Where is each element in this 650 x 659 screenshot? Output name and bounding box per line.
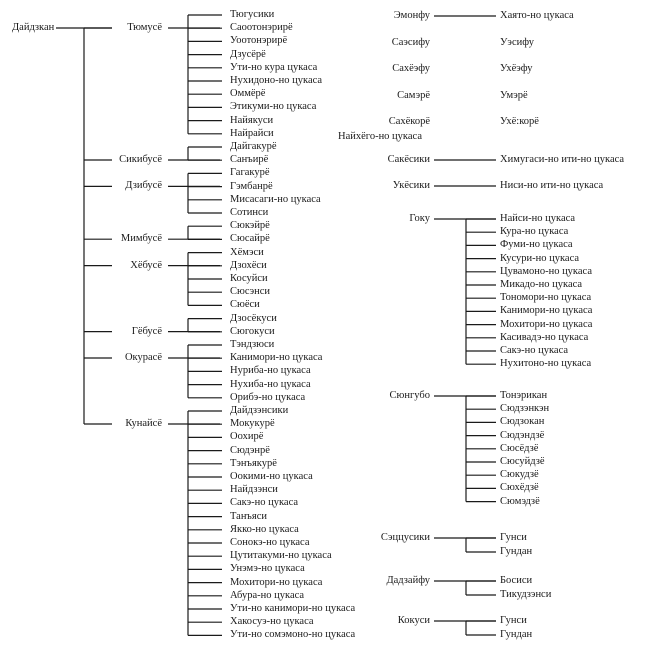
office-node: Укёсики xyxy=(392,180,430,191)
child-node: Ути-но кура цукаса xyxy=(230,61,318,73)
child-node: Босиси xyxy=(500,575,533,586)
child-node: Оммёрё xyxy=(230,88,266,100)
child-node: Кусури-но цукаса xyxy=(500,252,580,264)
child-node: Гэмбанрё xyxy=(230,180,273,192)
child-node: Оохирё xyxy=(230,431,264,443)
child-node: Найдзэнси xyxy=(230,484,278,496)
child-node: Хакосуэ-но цукаса xyxy=(230,616,314,628)
office-node: Сахёкорё xyxy=(388,116,430,127)
child-node: Этикуми-но цукаса xyxy=(230,101,317,113)
child-node: Найси-но цукаса xyxy=(500,213,576,224)
child-node: Мохитори-но цукаса xyxy=(500,318,593,330)
office-node: Умэрё xyxy=(500,89,528,101)
child-node: Сакэ-но цукаса xyxy=(230,497,299,509)
child-node: Унэмэ-но цукаса xyxy=(230,563,305,575)
office-node: Сакёсики xyxy=(387,154,430,165)
child-node: Тикудзэнси xyxy=(500,589,552,600)
branch-node: Гёбусё xyxy=(131,325,162,337)
child-node: Кура-но цукаса xyxy=(500,226,569,238)
child-node: Дайгакурё xyxy=(230,141,277,152)
branch-node: Кунайсё xyxy=(125,418,162,429)
child-node: Сотинси xyxy=(230,207,269,218)
child-node: Канимори-но цукаса xyxy=(230,352,323,364)
child-node: Хёмэси xyxy=(230,246,264,258)
child-node: Сюсёдзё xyxy=(500,442,539,454)
child-node: Орибэ-но цукаса xyxy=(230,391,306,403)
office-node: Самэрё xyxy=(397,89,430,101)
child-node: Гунси xyxy=(500,615,527,626)
child-node: Якко-но цукаса xyxy=(230,523,299,535)
child-node: Цутитакуми-но цукаса xyxy=(230,550,332,562)
child-node: Сюёси xyxy=(230,299,260,311)
office-node: Эмонфу xyxy=(393,10,430,21)
child-node: Цувамоно-но цукаса xyxy=(500,265,592,277)
child-node: Абура-но цукаса xyxy=(230,589,305,601)
child-node: Дзосёкуси xyxy=(230,312,277,324)
child-node: Тэндзюси xyxy=(230,339,275,350)
child-node: Сонокэ-но цукаса xyxy=(230,537,310,548)
child-node: Дзохёси xyxy=(230,259,267,271)
child-node: Нухиба-но цукаса xyxy=(230,378,311,390)
child-node: Сюдзокан xyxy=(500,416,545,428)
child-node: Сюкудзё xyxy=(500,469,539,481)
child-node: Мисасаги-но цукаса xyxy=(230,193,321,205)
child-node: Тономори-но цукаса xyxy=(500,292,592,304)
child-node: Найякуси xyxy=(230,114,274,126)
child-node: Касивадэ-но цукаса xyxy=(500,331,589,343)
child-node: Гагакурё xyxy=(230,167,270,179)
child-node: Сюдэнрё xyxy=(230,444,270,456)
child-node: Дзусёрё xyxy=(230,48,266,60)
office-node: Хаято-но цукаса xyxy=(500,10,574,21)
child-node: Танъяси xyxy=(230,510,267,522)
child-node: Мокукурё xyxy=(230,418,275,430)
office-node: Сэццусики xyxy=(380,532,430,543)
child-node: Сюсуйдзё xyxy=(500,456,545,467)
office-node: Сахёэфу xyxy=(392,63,430,74)
office-node: Уэсифу xyxy=(500,36,535,48)
branch-node: Окурасё xyxy=(124,352,162,363)
child-node: Мохитори-но цукаса xyxy=(230,576,323,588)
branch-node: Хёбусё xyxy=(130,259,162,271)
office-node: Ниси-но ити-но цукаса xyxy=(500,180,604,191)
office-node: Найхёго-но цукаса xyxy=(338,131,422,142)
office-node: Гоку xyxy=(409,213,430,224)
child-node: Нухитоно-но цукаса xyxy=(500,358,592,370)
child-node: Тонэрикан xyxy=(500,390,548,401)
child-node: Нухидоно-но цукаса xyxy=(230,75,323,86)
child-node: Гундан xyxy=(500,629,533,640)
child-node: Гундан xyxy=(500,546,533,557)
child-node: Уоотонэрирё xyxy=(230,35,288,47)
child-node: Сюгокуси xyxy=(230,325,275,337)
branch-node: Сикибусё xyxy=(119,154,162,165)
office-node: Сюнгубо xyxy=(389,390,430,401)
child-node: Гунси xyxy=(500,532,527,543)
child-node: Ути-но сомэмоно-но цукаса xyxy=(230,629,356,641)
child-node: Сюкэйрё xyxy=(230,220,270,232)
child-node: Сюсайрё xyxy=(230,233,270,245)
root-node: Дайдзкан xyxy=(12,22,55,33)
child-node: Сюдэндзё xyxy=(500,429,545,441)
child-node: Косуйси xyxy=(230,273,268,284)
child-node: Ути-но канимори-но цукаса xyxy=(230,603,356,614)
child-node: Саоотонэрирё xyxy=(230,22,293,34)
child-node: Найрайси xyxy=(230,127,274,139)
child-node: Фуми-но цукаса xyxy=(500,239,573,251)
office-node: Ухёэфу xyxy=(500,63,533,74)
child-node: Дайдзэнсики xyxy=(230,405,289,416)
branch-node: Тюмусё xyxy=(127,22,162,33)
office-node: Кокуси xyxy=(397,615,430,626)
child-node: Сюхёдзё xyxy=(500,482,539,494)
child-node: Оокими-но цукаса xyxy=(230,471,313,482)
child-node: Сюдзэнкэн xyxy=(500,403,550,415)
child-node: Тюгусики xyxy=(230,9,275,20)
office-node: Дадзайфу xyxy=(386,575,430,586)
office-node: Химугаси-но ити-но цукаса xyxy=(500,154,625,165)
child-node: Сакэ-но цукаса xyxy=(500,345,569,356)
child-node: Санъирё xyxy=(230,154,269,166)
child-node: Тэнъякурё xyxy=(230,457,277,469)
branch-node: Дзибусё xyxy=(125,180,162,192)
child-node: Канимори-но цукаса xyxy=(500,305,593,317)
branch-node: Мимбусё xyxy=(120,233,162,245)
child-node: Сюсэнси xyxy=(230,286,271,298)
child-node: Нуриба-но цукаса xyxy=(230,365,311,377)
child-node: Микадо-но цукаса xyxy=(500,279,583,290)
office-node: Саэсифу xyxy=(391,36,430,48)
child-node: Сюмэдзё xyxy=(500,495,540,507)
office-node: Ухё:корё xyxy=(500,116,539,127)
